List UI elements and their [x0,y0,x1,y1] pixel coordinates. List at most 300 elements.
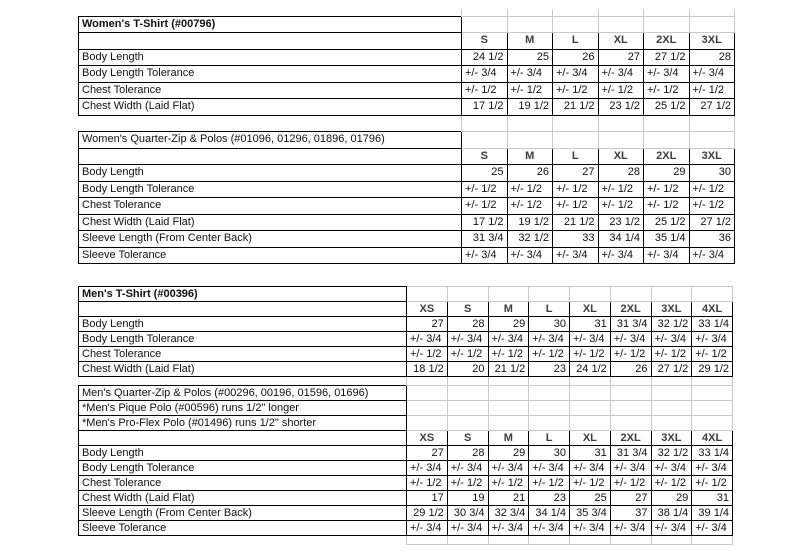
row-label: Body Length Tolerance [79,461,407,476]
cell-value: +/- 3/4 [598,247,644,264]
size-header: XL [570,431,611,446]
gridline-cell [447,536,488,545]
cell-value: 17 1/2 [462,99,508,116]
sheet-row [79,377,733,386]
cell-value: +/- 1/2 [447,347,488,362]
gridline-cell [570,386,611,401]
cell-value: 33 1/4 [692,446,733,461]
cell-value: 29 [651,491,692,506]
sheet-row [79,132,735,149]
cell-value: +/- 1/2 [462,82,508,99]
cell-value: +/- 1/2 [644,181,690,198]
cell-value: 23 [529,362,570,377]
size-header: XL [570,302,611,317]
cell-value: +/- 1/2 [689,198,735,215]
cell-value: +/- 1/2 [553,181,599,198]
cell-value: 35 3/4 [570,506,611,521]
row-label: Sleeve Tolerance [79,521,407,536]
sheet-row [79,33,735,50]
gridline-cell [651,377,692,386]
sheet-row [79,99,735,116]
gridline-cell [644,16,690,33]
cell-value: +/- 3/4 [610,332,651,347]
gridline-cell [407,401,448,416]
gridline-cell [447,377,488,386]
cell-value: +/- 1/2 [529,476,570,491]
gridline-cell [598,16,644,33]
gridline-cell [507,16,553,33]
sheet-row [79,148,735,165]
corner-cell [79,302,407,317]
gridline-cell [651,401,692,416]
gridline-cell [462,132,508,149]
cell-value: 27 1/2 [651,362,692,377]
cell-value: +/- 3/4 [692,332,733,347]
gridline-cell [570,416,611,431]
row-label: Body Length [79,165,462,182]
cell-value: 36 [689,231,735,248]
sheet-row [79,386,733,401]
gridline-cell [407,536,448,545]
sheet-row [79,247,735,264]
cell-value: 31 [570,317,611,332]
size-header: 2XL [610,431,651,446]
gridline-cell [529,536,570,545]
row-label: Chest Tolerance [79,476,407,491]
cell-value: 27 1/2 [689,214,735,231]
sheet-row [79,66,735,83]
gridline-cell [610,377,651,386]
cell-value: +/- 3/4 [610,461,651,476]
cell-value: 19 1/2 [507,214,553,231]
row-label: Chest Width (Laid Flat) [79,214,462,231]
cell-value: 30 3/4 [447,506,488,521]
cell-value: 17 1/2 [462,214,508,231]
gridline-cell [553,115,599,132]
gridline-cell [462,16,508,33]
cell-value: +/- 3/4 [644,66,690,83]
cell-value: +/- 3/4 [553,66,599,83]
cell-value: +/- 3/4 [407,521,448,536]
size-header: M [488,431,529,446]
sheet-row [79,198,735,215]
cell-value: 25 [570,491,611,506]
size-header: 3XL [651,302,692,317]
gridline-cell [570,377,611,386]
sheet-row [79,16,735,33]
cell-value: 33 [553,231,599,248]
gridline-cell [610,386,651,401]
row-label: Chest Width (Laid Flat) [79,491,407,506]
cell-value: 32 3/4 [488,506,529,521]
table-title: Men's T-Shirt (#00396) [79,287,407,302]
gridline-cell [610,416,651,431]
cell-value: 25 [462,165,508,182]
size-header: S [462,33,508,50]
size-header: M [507,33,553,50]
size-header: L [553,33,599,50]
row-label: Body Length [79,446,407,461]
gridline-cell [689,132,735,149]
gridline-cell [598,9,644,16]
cell-value: 29 1/2 [407,506,448,521]
womens-size-tables [78,9,735,264]
gridline-cell [692,401,733,416]
cell-value: 31 [570,446,611,461]
cell-value: 32 1/2 [651,317,692,332]
row-label: Chest Width (Laid Flat) [79,362,407,377]
cell-value: 21 [488,491,529,506]
gridline-cell [553,9,599,16]
cell-value: +/- 3/4 [529,461,570,476]
sheet-row [79,287,733,302]
row-label: Chest Width (Laid Flat) [79,99,462,116]
cell-value: 26 [507,165,553,182]
sheet-row [79,165,735,182]
gridline-cell [488,416,529,431]
cell-value: 30 [529,317,570,332]
gridline-cell [610,536,651,545]
gridline-cell [507,9,553,16]
row-label: Chest Tolerance [79,82,462,99]
size-header: 3XL [689,33,735,50]
sheet-row [79,431,733,446]
cell-value: 39 1/4 [692,506,733,521]
cell-value: +/- 1/2 [689,181,735,198]
size-header: 4XL [692,302,733,317]
sheet-row [79,401,733,416]
cell-value: 21 1/2 [553,99,599,116]
cell-value: 32 1/2 [651,446,692,461]
cell-value: +/- 3/4 [462,66,508,83]
gridline-cell [644,115,690,132]
gridline-cell [644,132,690,149]
cell-value: 31 3/4 [610,317,651,332]
cell-value: 31 3/4 [610,446,651,461]
gridline-cell [692,416,733,431]
cell-value: +/- 1/2 [553,198,599,215]
cell-value: 33 1/4 [692,317,733,332]
gridline-cell [407,386,448,401]
size-header: 4XL [692,431,733,446]
cell-value: +/- 1/2 [462,181,508,198]
cell-value: 26 [610,362,651,377]
cell-value: 34 1/4 [529,506,570,521]
size-header: M [488,302,529,317]
cell-value: +/- 3/4 [529,521,570,536]
sheet-row [79,181,735,198]
cell-value: +/- 3/4 [689,66,735,83]
cell-value: +/- 1/2 [610,476,651,491]
cell-value: +/- 1/2 [651,476,692,491]
size-header: XL [598,148,644,165]
cell-value: +/- 3/4 [610,521,651,536]
cell-value: 21 1/2 [553,214,599,231]
cell-value: 17 [407,491,448,506]
cell-value: 29 [644,165,690,182]
gridline-cell [529,377,570,386]
cell-value: 35 1/4 [644,231,690,248]
sheet-row [79,536,733,545]
gridline-cell [462,115,508,132]
cell-value: +/- 1/2 [598,82,644,99]
size-header: L [529,302,570,317]
cell-value: 30 [529,446,570,461]
corner-cell [79,148,462,165]
cell-value: 28 [598,165,644,182]
table-note: *Men's Pro-Flex Polo (#01496) runs 1/2" shorter [79,416,407,431]
row-label: Sleeve Length (From Center Back) [79,231,462,248]
cell-value: +/- 3/4 [462,247,508,264]
cell-value: 28 [447,446,488,461]
cell-value: 27 [610,491,651,506]
cell-value: +/- 3/4 [570,521,611,536]
sheet-row [79,317,733,332]
cell-value: 28 [689,49,735,66]
cell-value: +/- 1/2 [598,198,644,215]
gridline-cell [407,377,448,386]
empty-cell [79,377,407,386]
cell-value: +/- 3/4 [598,66,644,83]
cell-value: +/- 1/2 [570,347,611,362]
sheet-row [79,231,735,248]
gridline-cell [488,386,529,401]
gridline-cell [598,132,644,149]
cell-value: +/- 1/2 [610,347,651,362]
cell-value: +/- 1/2 [488,476,529,491]
size-header: 3XL [689,148,735,165]
cell-value: +/- 1/2 [598,181,644,198]
cell-value: +/- 3/4 [407,332,448,347]
cell-value: 28 [447,317,488,332]
sheet-row [79,446,733,461]
cell-value: 30 [689,165,735,182]
cell-value: 32 1/2 [507,231,553,248]
sheet-row [79,49,735,66]
cell-value: 18 1/2 [407,362,448,377]
sheet-row [79,476,733,491]
gridline-cell [692,386,733,401]
gridline-cell [610,401,651,416]
row-label: Body Length Tolerance [79,66,462,83]
size-header: XL [598,33,644,50]
cell-value: 27 1/2 [644,49,690,66]
cell-value: 29 [488,317,529,332]
sheet-row [79,302,733,317]
cell-value: +/- 3/4 [570,332,611,347]
gridline-cell [570,401,611,416]
table-title: Men's Quarter-Zip & Polos (#00296, 00196, 01596, 01696) [79,386,407,401]
sheet-row [79,332,733,347]
cell-value: 25 1/2 [644,214,690,231]
sheet-row [79,115,735,132]
cell-value: +/- 1/2 [507,82,553,99]
row-label: Body Length Tolerance [79,332,407,347]
cell-value: 24 1/2 [570,362,611,377]
cell-value: 25 [507,49,553,66]
gridline-cell [488,287,529,302]
empty-cell [79,9,462,16]
sheet-row [79,82,735,99]
row-label: Body Length [79,49,462,66]
table-title: Women's T-Shirt (#00796) [79,16,462,33]
row-label: Sleeve Length (From Center Back) [79,506,407,521]
row-label: Sleeve Tolerance [79,247,462,264]
gridline-cell [488,401,529,416]
cell-value: +/- 3/4 [570,461,611,476]
sheet-row [79,362,733,377]
cell-value: +/- 1/2 [570,476,611,491]
size-header: 2XL [644,148,690,165]
row-label: Chest Tolerance [79,347,407,362]
gridline-cell [447,287,488,302]
cell-value: +/- 1/2 [462,198,508,215]
gridline-cell [553,16,599,33]
gridline-cell [407,416,448,431]
size-header: XS [407,431,448,446]
cell-value: +/- 1/2 [447,476,488,491]
cell-value: +/- 3/4 [553,247,599,264]
cell-value: +/- 3/4 [507,66,553,83]
cell-value: +/- 1/2 [651,347,692,362]
gridline-cell [689,16,735,33]
size-header: M [507,148,553,165]
gridline-cell [651,536,692,545]
gridline-cell [692,377,733,386]
gridline-cell [553,132,599,149]
gridline-cell [644,9,690,16]
cell-value: 34 1/4 [598,231,644,248]
sheet-row [79,416,733,431]
gridline-cell [447,416,488,431]
cell-value: +/- 3/4 [689,247,735,264]
size-header: 2XL [610,302,651,317]
gridline-cell [447,386,488,401]
cell-value: 27 [407,446,448,461]
gridline-cell [570,287,611,302]
cell-value: 25 1/2 [644,99,690,116]
mens-size-tables [78,286,733,545]
size-header: S [447,302,488,317]
size-header: 2XL [644,33,690,50]
sheet-row [79,214,735,231]
cell-value: 21 1/2 [488,362,529,377]
gridline-cell [570,536,611,545]
cell-value: 27 [407,317,448,332]
cell-value: +/- 3/4 [644,247,690,264]
gridline-cell [529,287,570,302]
cell-value: +/- 3/4 [651,332,692,347]
gridline-cell [507,132,553,149]
size-header: S [447,431,488,446]
cell-value: +/- 3/4 [651,461,692,476]
cell-value: 27 1/2 [689,99,735,116]
sheet-row [79,461,733,476]
cell-value: +/- 3/4 [488,461,529,476]
cell-value: 29 [488,446,529,461]
size-header: L [529,431,570,446]
cell-value: 27 [598,49,644,66]
gridline-cell [488,536,529,545]
cell-value: +/- 3/4 [692,521,733,536]
cell-value: 23 1/2 [598,99,644,116]
cell-value: +/- 1/2 [644,198,690,215]
corner-cell [79,431,407,446]
row-label: Chest Tolerance [79,198,462,215]
gridline-cell [488,377,529,386]
cell-value: 23 [529,491,570,506]
gridline-cell [447,401,488,416]
cell-value: +/- 1/2 [689,82,735,99]
cell-value: +/- 1/2 [692,476,733,491]
gridline-cell [651,386,692,401]
cell-value: +/- 3/4 [447,521,488,536]
table-title: Women's Quarter-Zip & Polos (#01096, 01296, 01896, 01796) [79,132,462,149]
cell-value: 20 [447,362,488,377]
cell-value: +/- 1/2 [553,82,599,99]
cell-value: 38 1/4 [651,506,692,521]
cell-value: 37 [610,506,651,521]
cell-value: 27 [553,165,599,182]
cell-value: +/- 3/4 [507,247,553,264]
cell-value: +/- 1/2 [407,476,448,491]
row-label: Body Length [79,317,407,332]
sheet-row [79,521,733,536]
gridline-cell [689,115,735,132]
cell-value: 31 [692,491,733,506]
cell-value: +/- 1/2 [407,347,448,362]
empty-cell [79,536,407,545]
gridline-cell [692,536,733,545]
cell-value: +/- 1/2 [488,347,529,362]
table-note: *Men's Pique Polo (#00596) runs 1/2" longer [79,401,407,416]
cell-value: +/- 3/4 [529,332,570,347]
size-header: 3XL [651,431,692,446]
sheet-row [79,347,733,362]
cell-value: +/- 3/4 [692,461,733,476]
gridline-cell [529,386,570,401]
gridline-cell [529,416,570,431]
cell-value: 29 1/2 [692,362,733,377]
sheet-row [79,9,735,16]
cell-value: 19 [447,491,488,506]
gridline-cell [651,287,692,302]
cell-value: 19 1/2 [507,99,553,116]
cell-value: 23 1/2 [598,214,644,231]
gridline-cell [689,9,735,16]
row-label: Body Length Tolerance [79,181,462,198]
gridline-cell [651,416,692,431]
sheet-row [79,491,733,506]
cell-value: +/- 3/4 [488,521,529,536]
size-header: S [462,148,508,165]
cell-value: +/- 3/4 [651,521,692,536]
corner-cell [79,33,462,50]
gridline-cell [507,115,553,132]
cell-value: +/- 3/4 [447,332,488,347]
cell-value: +/- 1/2 [692,347,733,362]
gridline-cell [692,287,733,302]
cell-value: +/- 3/4 [488,332,529,347]
gridline-cell [407,287,448,302]
size-header: XS [407,302,448,317]
cell-value: +/- 1/2 [507,198,553,215]
gridline-cell [462,9,508,16]
gridline-cell [610,287,651,302]
sheet-row [79,506,733,521]
size-header: L [553,148,599,165]
cell-value: 31 3/4 [462,231,508,248]
